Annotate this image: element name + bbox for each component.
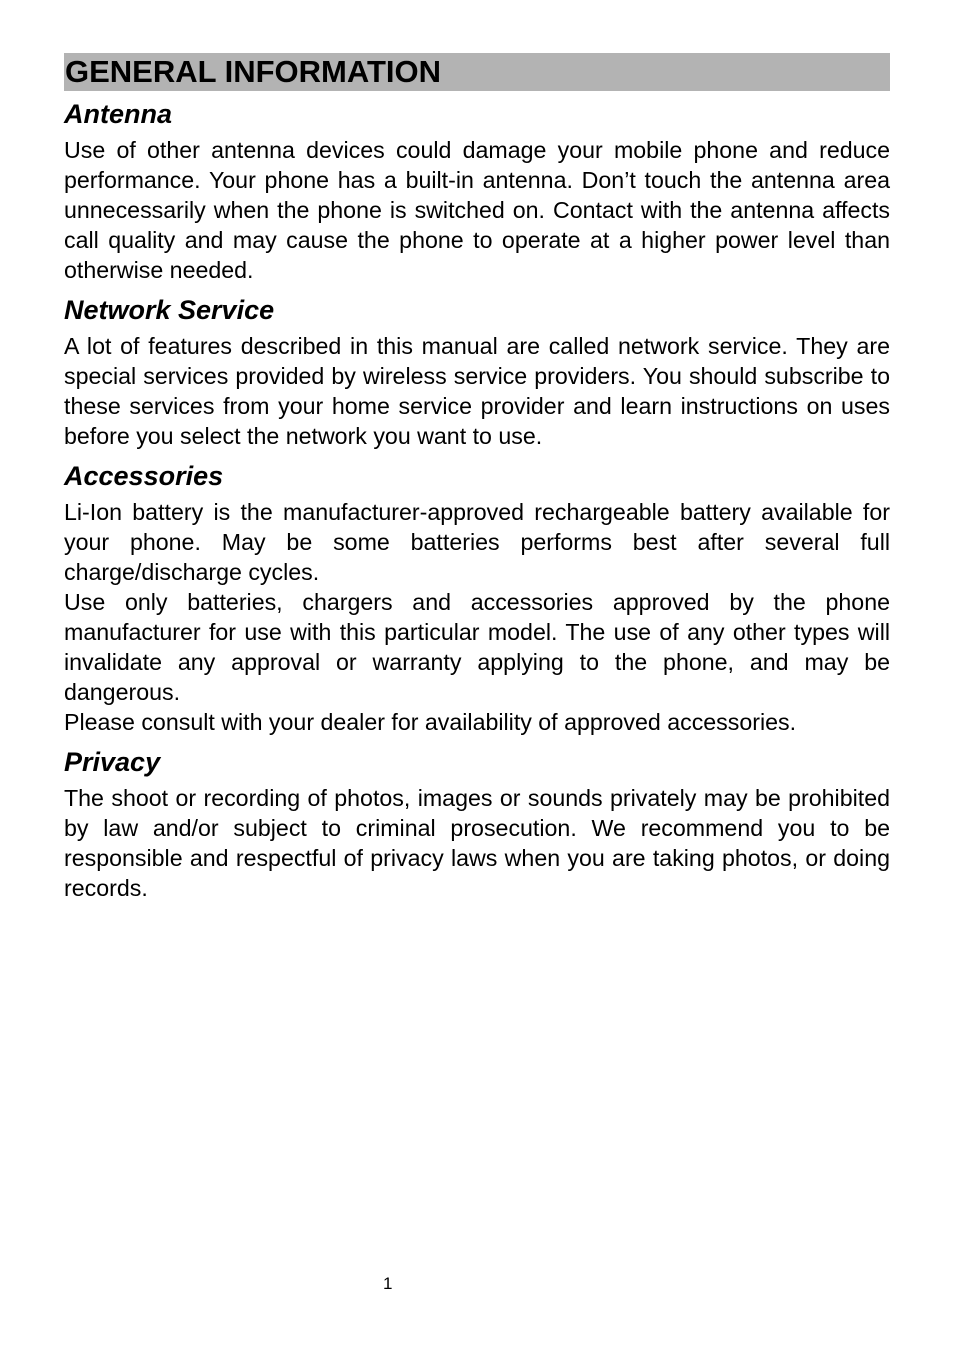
section-heading-network-service: Network Service — [64, 295, 275, 325]
paragraph-privacy: The shoot or recording of photos, images or sounds privately may be prohibited by law and/or subject to criminal prosecution. We recommend you to be responsible and respectful of privacy laws when you are taking photos, or doing records. — [64, 785, 890, 901]
section-accessories — [64, 461, 890, 737]
section-heading-antenna: Antenna — [64, 99, 172, 129]
page-content — [64, 53, 890, 903]
paragraph-accessories-approved: Use only batteries, chargers and accessories approved by the phone manufacturer for use with this particular model. The use of any other types will invalidate any approval or warranty applying to the phone, and may be dangerous. — [64, 589, 890, 705]
section-antenna — [64, 99, 890, 285]
page-number: 1 — [383, 1274, 393, 1293]
section-heading-privacy: Privacy — [64, 747, 161, 777]
section-network-service — [64, 295, 890, 451]
paragraph-antenna: Use of other antenna devices could damage your mobile phone and reduce performance. Your phone has a built-in antenna. Don’t touch the antenna area unnecessarily when the phone is switched on. Contact with the antenna affects call quality and may cause the phone to operate at a higher power level than otherwise needed. — [64, 137, 890, 283]
page-title: GENERAL INFORMATION — [64, 53, 890, 91]
paragraph-accessories-battery: Li-Ion battery is the manufacturer-approved rechargeable battery available for your phone. May be some batteries performs best after several full charge/discharge cycles. — [64, 499, 890, 585]
paragraph-accessories-dealer: Please consult with your dealer for availability of approved accessories. — [64, 709, 797, 735]
section-heading-accessories: Accessories — [64, 461, 224, 491]
paragraph-network-service: A lot of features described in this manual are called network service. They are special services provided by wireless service providers. You should subscribe to these services from your home service provider and learn instructions on uses before you select the network you want to use. — [64, 333, 890, 449]
section-privacy — [64, 747, 890, 903]
